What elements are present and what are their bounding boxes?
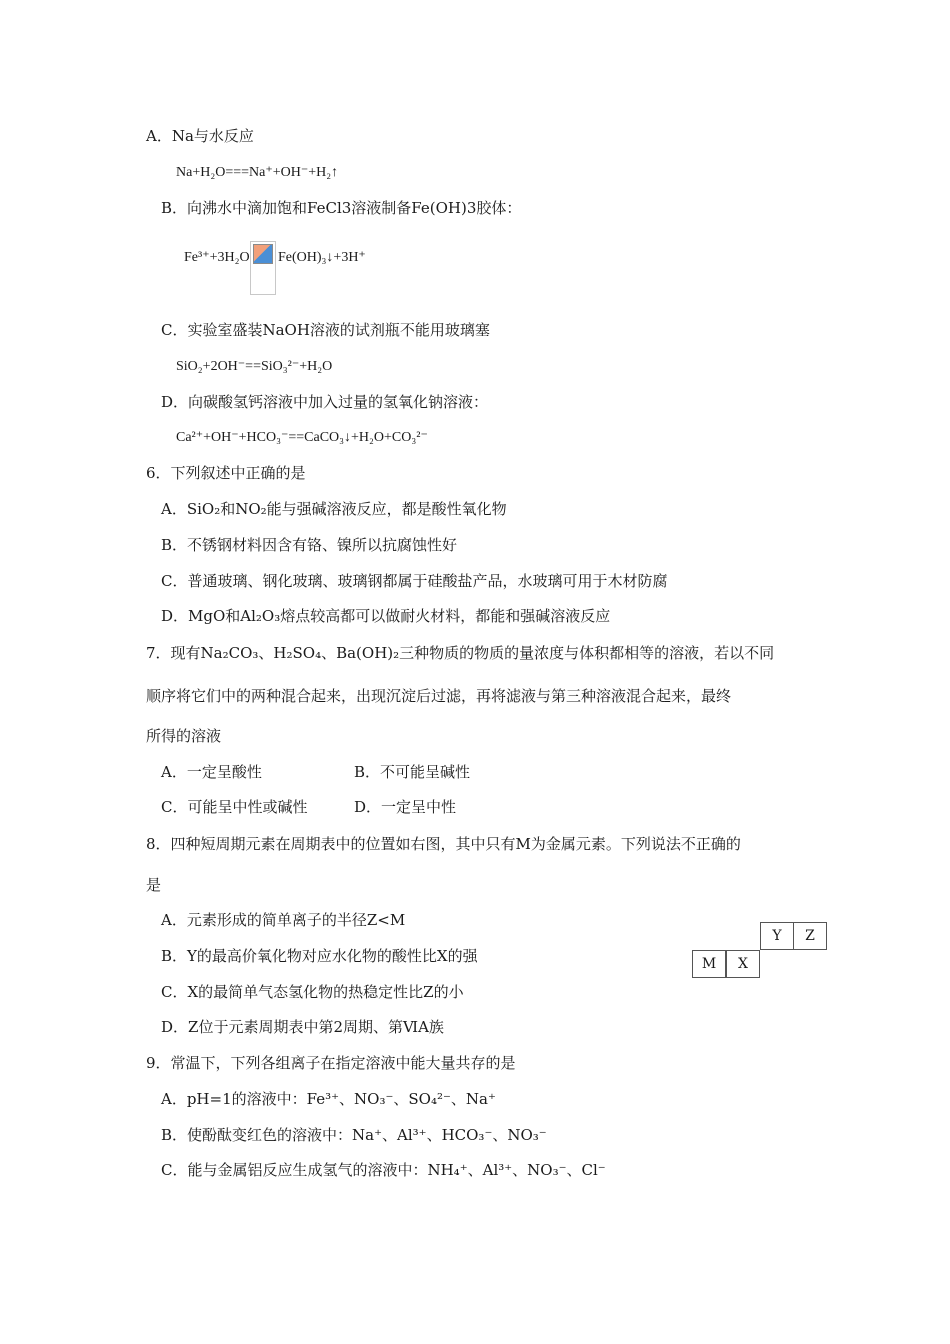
option-d-equation: Ca²⁺+OH⁻+HCO₃⁻==CaCO₃↓+H₂O+CO₃²⁻ [176, 430, 428, 445]
question-6-option-d: D．MgO和Al₂O₃熔点较高都可以做耐火材料，都能和强碱溶液反应 [161, 607, 611, 625]
question-9-option-b: B．使酚酞变红色的溶液中：Na⁺、Al³⁺、HCO₃⁻、NO₃⁻ [161, 1126, 547, 1144]
option-a-equation: Na+H₂O===Na⁺+OH⁻+H₂↑ [176, 165, 339, 180]
cell-m: M [692, 950, 726, 978]
option-c-label: C．实验室盛装NaOH溶液的试剂瓶不能用玻璃塞 [161, 321, 490, 339]
cell-y: Y [760, 922, 794, 950]
question-8-option-a: A．元素形成的简单离子的半径Z<M [161, 911, 406, 929]
option-b-label: B．向沸水中滴加饱和FeCl3溶液制备Fe(OH)3胶体： [161, 199, 522, 217]
question-8-option-d: D．Z位于元素周期表中第2周期、第ⅥA族 [161, 1018, 444, 1036]
question-7-option-d: D．一定呈中性 [354, 798, 457, 816]
question-8-line-2: 是 [146, 876, 162, 894]
question-9-option-a: A．pH=1的溶液中：Fe³⁺、NO₃⁻、SO₄²⁻、Na⁺ [161, 1090, 496, 1108]
question-8-option-c: C．X的最简单气态氢化物的热稳定性比Z的小 [161, 983, 464, 1001]
cell-x: X [726, 950, 760, 978]
question-7-option-c: C．可能呈中性或碱性 [161, 798, 308, 816]
question-6-option-b: B．不锈钢材料因含有铬、镍所以抗腐蚀性好 [161, 536, 458, 554]
question-6: 6．下列叙述中正确的是 [146, 464, 306, 482]
question-9-option-c: C．能与金属铝反应生成氢气的溶液中：NH₄⁺、Al³⁺、NO₃⁻、Cl⁻ [161, 1161, 606, 1179]
question-8-line-1: 8．四种短周期元素在周期表中的位置如右图，其中只有M为金属元素。下列说法不正确的 [146, 835, 741, 853]
question-7-line-1: 7．现有Na₂CO₃、H₂SO₄、Ba(OH)₂三种物质的物质的量浓度与体积都相等的溶液，若以不同 [146, 644, 775, 662]
question-9: 9．常温下，下列各组离子在指定溶液中能大量共存的是 [146, 1054, 516, 1072]
option-b-equation-left: Fe³⁺+3H₂O [184, 250, 250, 265]
cell-z: Z [793, 922, 827, 950]
question-7-line-3: 所得的溶液 [146, 727, 222, 745]
broken-image-icon [250, 241, 276, 295]
question-7-option-b: B．不可能呈碱性 [354, 763, 471, 781]
option-b-equation-right: Fe(OH)₃↓+3H⁺ [278, 250, 366, 265]
option-c-equation: SiO₂+2OH⁻==SiO₃²⁻+H₂O [176, 359, 333, 374]
question-8-option-b: B．Y的最高价氧化物对应水化物的酸性比X的强 [161, 947, 478, 965]
image-placeholder-icon [253, 244, 273, 264]
question-6-option-a: A．SiO₂和NO₂能与强碱溶液反应，都是酸性氧化物 [161, 500, 507, 518]
option-d-label: D．向碳酸氢钙溶液中加入过量的氢氧化钠溶液： [161, 393, 489, 411]
question-6-option-c: C．普通玻璃、钢化玻璃、玻璃钢都属于硅酸盐产品，水玻璃可用于木材防腐 [161, 572, 668, 590]
question-7-line-2: 顺序将它们中的两种混合起来，出现沉淀后过滤，再将滤液与第三种溶液混合起来，最终 [146, 687, 732, 705]
option-a-label: A．Na与水反应 [146, 127, 254, 145]
question-7-option-a: A．一定呈酸性 [161, 763, 262, 781]
